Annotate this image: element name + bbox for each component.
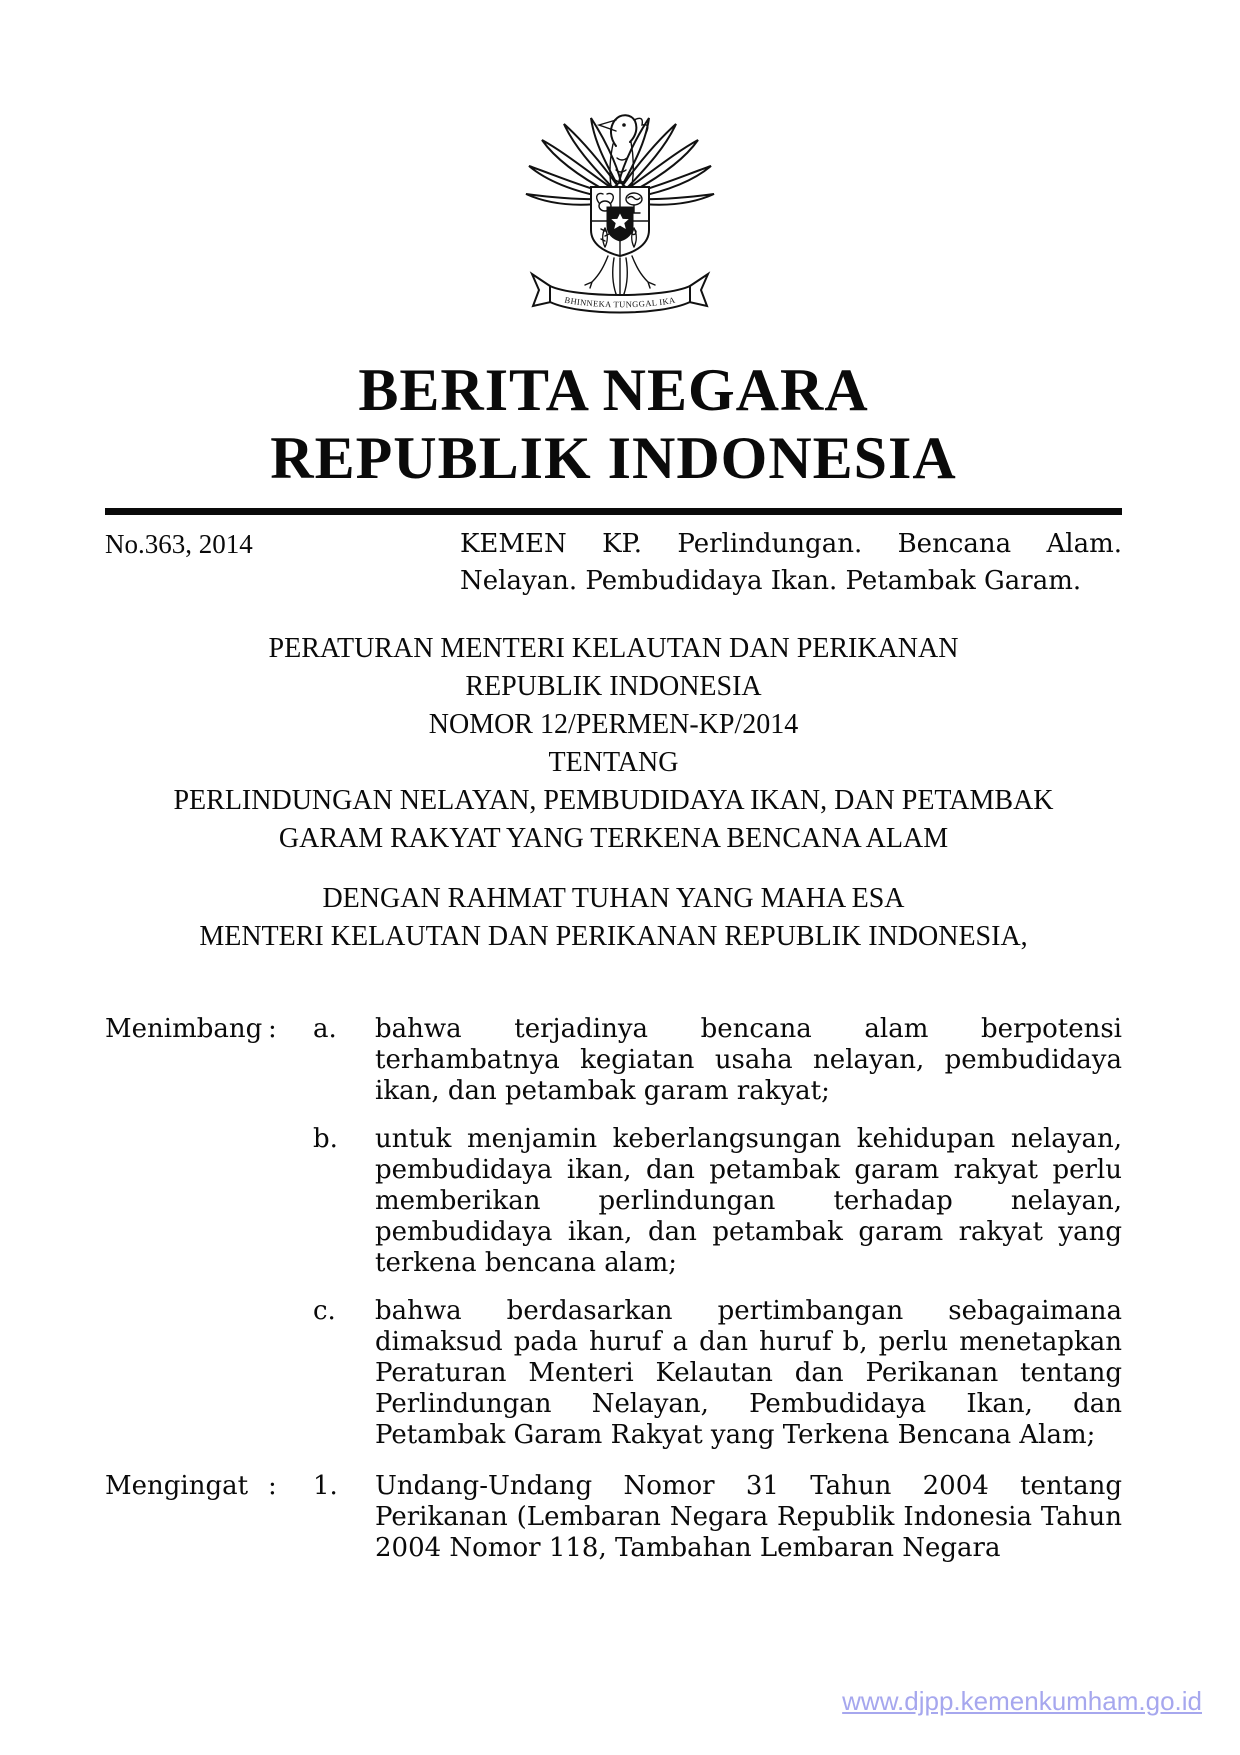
item-marker: b.	[313, 1124, 338, 1154]
item-text: bahwa terjadinya bencana alam berpotensi terhambatnya kegiatan usaha nelayan, pembudidaya ikan, dan petambak garam rakyat;	[375, 1014, 1122, 1106]
masthead-title-line-2: REPUBLIK INDONESIA	[270, 425, 957, 491]
considering-item-b	[105, 1124, 1122, 1279]
remembering-label: Mengingat	[105, 1471, 249, 1501]
regulation-title-line-2: REPUBLIK INDONESIA	[465, 671, 762, 702]
considering-item-c	[105, 1296, 1122, 1451]
gazette-header	[105, 526, 1122, 600]
invocation-line-1: DENGAN RAHMAT TUHAN YANG MAHA ESA	[322, 883, 905, 914]
item-marker: c.	[313, 1296, 336, 1326]
gazette-number: No.363, 2014	[105, 529, 253, 559]
garuda-emblem-svg	[520, 100, 720, 320]
considering-label: Menimbang	[105, 1014, 263, 1044]
emblem-motto: BHINNEKA TUNGGAL IKA	[563, 294, 677, 310]
remembering-separator: :	[268, 1471, 277, 1501]
invocation-line-2: MENTERI KELAUTAN DAN PERIKANAN REPUBLIK INDONESIA,	[199, 921, 1028, 952]
considering-separator: :	[268, 1014, 277, 1044]
masthead-title	[105, 356, 1122, 492]
item-marker: a.	[313, 1014, 337, 1044]
garuda-pancasila-emblem	[520, 100, 720, 320]
masthead-rule	[105, 508, 1122, 515]
remembering-item-1	[105, 1471, 1122, 1564]
clauses	[105, 1014, 1122, 1564]
regulation-title-line-4: TENTANG	[548, 747, 679, 778]
regulation-title-line-3: NOMOR 12/PERMEN-KP/2014	[428, 709, 799, 740]
masthead-title-line-1: BERITA NEGARA	[358, 357, 869, 423]
footer-link[interactable]: www.djpp.kemenkumham.go.id	[842, 1686, 1202, 1716]
regulation-title	[105, 630, 1122, 858]
invocation	[105, 880, 1122, 956]
regulation-title-line-5: PERLINDUNGAN NELAYAN, PEMBUDIDAYA IKAN, DAN PETAMBAK	[173, 785, 1054, 816]
gazette-subject: KEMEN KP. Perlindungan. Bencana Alam. Nelayan. Pembudidaya Ikan. Petambak Garam.	[460, 529, 1122, 596]
regulation-title-line-6: GARAM RAKYAT YANG TERKENA BENCANA ALAM	[278, 823, 949, 854]
item-marker: 1.	[313, 1471, 338, 1501]
regulation-title-line-1: PERATURAN MENTERI KELAUTAN DAN PERIKANAN	[268, 633, 959, 664]
item-text: untuk menjamin keberlangsungan kehidupan nelayan, pembudidaya ikan, dan petambak garam rakyat perlu memberikan perlindungan terhadap nelayan, pembudidaya ikan, dan petambak garam rakyat yang terkena bencana alam;	[375, 1124, 1122, 1278]
item-text: Undang-Undang Nomor 31 Tahun 2004 tentang Perikanan (Lembaran Negara Republik Indonesia Tahun 2004 Nomor 118, Tambahan Lembaran Negara	[375, 1471, 1122, 1563]
item-text: bahwa berdasarkan pertimbangan sebagaimana dimaksud pada huruf a dan huruf b, perlu menetapkan Peraturan Menteri Kelautan dan Perikanan tentang Perlindungan Nelayan, Pembudidaya Ikan, dan Petambak Garam Rakyat yang Terkena Bencana Alam;	[375, 1296, 1122, 1450]
considering-item-a	[105, 1014, 1122, 1107]
